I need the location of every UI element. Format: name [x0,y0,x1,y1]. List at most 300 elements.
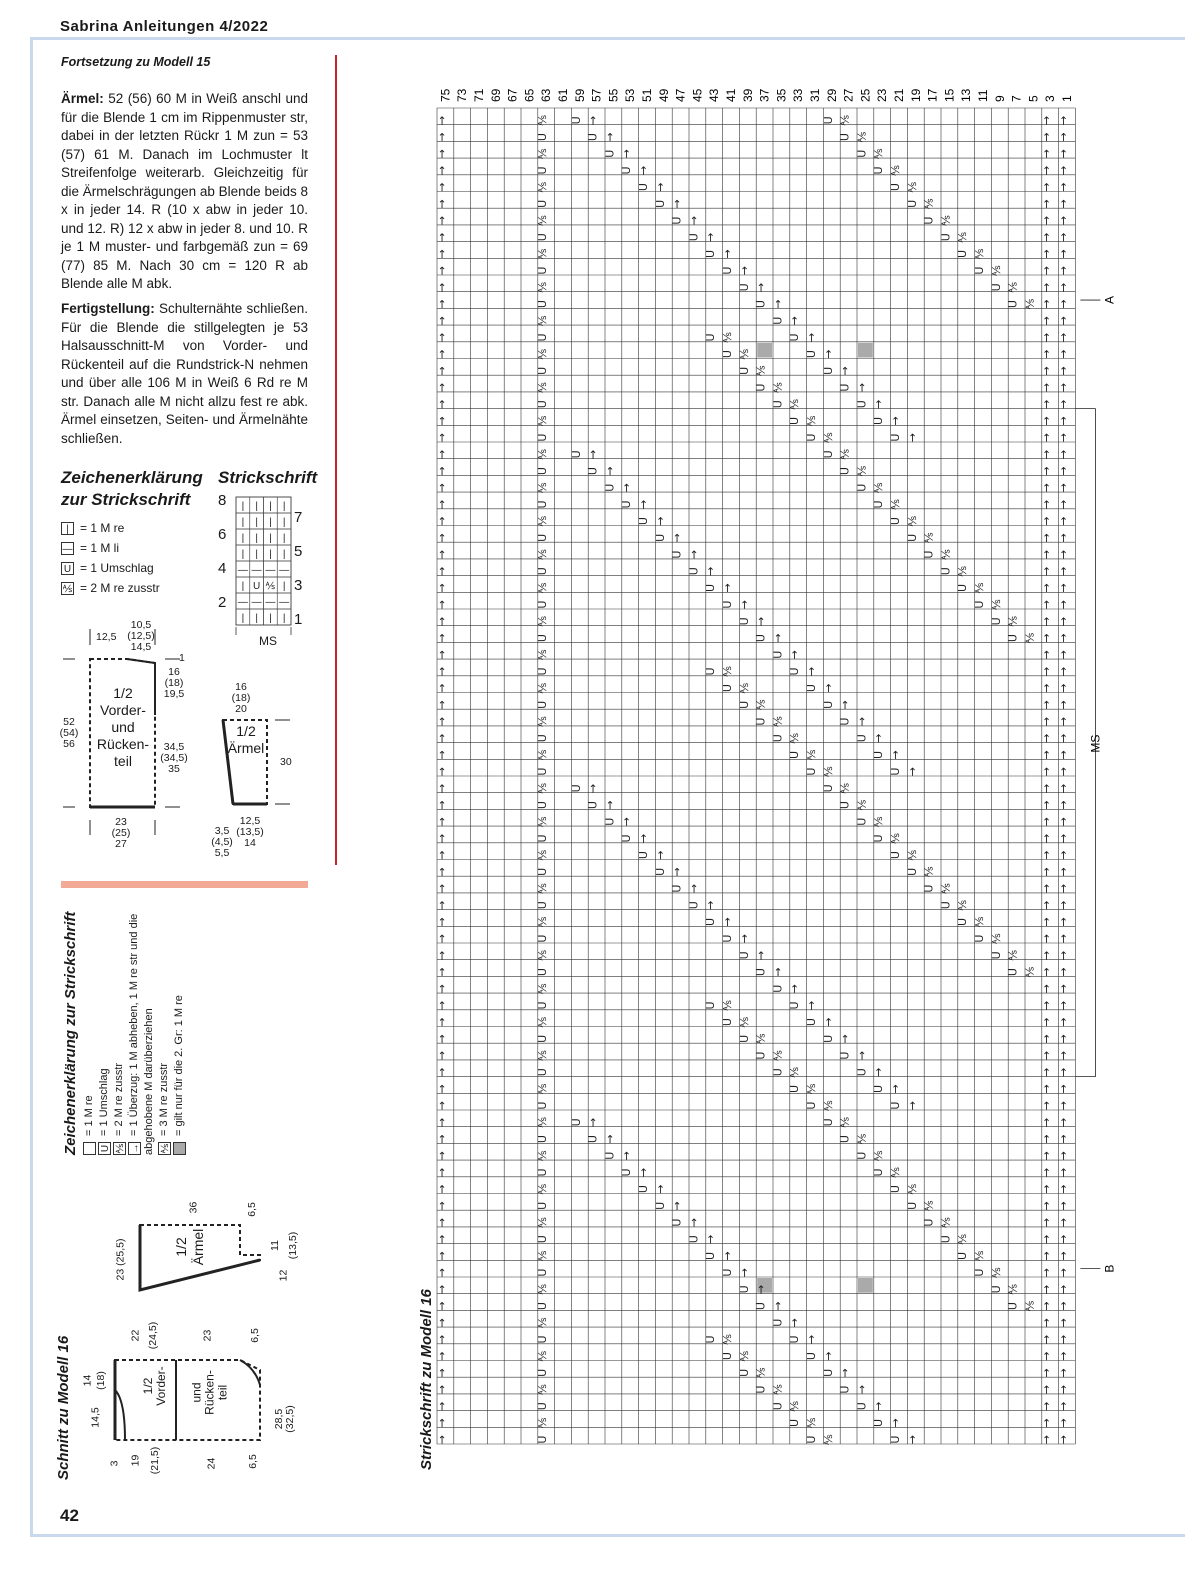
chart-cell-symbol: → [637,1167,650,1178]
chart-cell-symbol: U [754,968,768,977]
chart-cell-symbol: U [855,483,869,492]
strickschrift15-grid [235,496,297,636]
label-line: Rücken- [96,736,150,752]
chart-cell-symbol: U [737,951,751,960]
dim-label: (21,5) [149,1446,162,1475]
chart-cell-symbol: → [1040,199,1054,209]
chart-cell-symbol: → [771,1301,785,1311]
chart-cell-symbol: → [1057,1050,1070,1061]
chart-cell-symbol: ⅍ [265,581,276,592]
chart-cell-symbol: U [956,917,970,926]
chart-cell-symbol: → [788,984,802,994]
chart-cell-symbol: U [922,550,936,559]
legend16-item-label: = 1 M re [83,1095,95,1136]
chart-cell-symbol: → [435,132,449,142]
legend16-item [97,915,112,1155]
chart-cell-symbol: ⅍ [973,916,986,928]
chart-cell-symbol: → [1040,934,1054,944]
column-number: 41 [724,88,738,102]
chart-cell-symbol: ⅍ [737,1350,751,1362]
chart-cell-symbol: → [1040,666,1054,677]
chart-cell-symbol: U [855,1068,869,1077]
chart-cell-symbol: → [435,1351,449,1361]
chart-cell-symbol: → [1057,833,1070,844]
chart-cell-symbol: → [855,382,869,393]
chart-cell-symbol: → [737,1268,751,1278]
row-number: 1 [294,611,303,628]
chart-cell-symbol: U [838,383,852,392]
chart-cell-symbol: → [620,149,634,159]
chart-cell-symbol: → [1057,600,1070,610]
column-number: 45 [690,88,705,102]
k2tog-icon: ⅍ [62,584,73,596]
column-number: 15 [942,88,957,102]
chart-cell-symbol: U [620,834,634,843]
label-line: und [111,719,135,735]
chart-cell-symbol: → [889,750,902,760]
chart-cell-symbol: → [435,282,449,292]
chart-cell-symbol: ⅍ [905,181,919,193]
chart-cell-symbol: → [754,1284,768,1294]
chart-cell-symbol: | [241,533,245,544]
chart-cell-symbol: U [637,517,650,526]
legend16-item-label: = 2 M re zusstr [113,1062,125,1136]
chart-cell-symbol: U [973,1268,986,1277]
chart-cell-symbol: → [435,1435,449,1445]
chart-cell-symbol: → [704,232,718,242]
label-line: teil [215,1384,230,1401]
dim-label: 30 [280,756,292,768]
skpo-icon: → [129,1143,141,1154]
chart-cell-symbol: → [687,883,701,894]
chart-cell-symbol: U [771,1318,785,1327]
chart-cell-symbol: → [1057,1351,1070,1361]
chart-cell-symbol: U [670,550,684,559]
chart-cell-symbol: → [1040,416,1054,426]
chart-cell-symbol: — [265,565,276,576]
dim-label: 28,5 (32,5) [273,1405,296,1433]
chart-cell-symbol: ⅍ [939,883,953,894]
chart-cell-symbol: → [435,967,449,977]
chart-cell-symbol: → [855,1050,869,1061]
label-line: Ärmel [190,1228,206,1266]
chart-cell-symbol: → [1040,1184,1054,1194]
chart-cell-symbol: ⅍ [905,1183,919,1195]
purl-icon: — [62,544,73,556]
chart-cell-symbol: U [788,750,802,759]
chart-cell-symbol: ⅍ [872,816,886,827]
chart-cell-symbol: — [279,597,290,608]
chart-cell-symbol: U [536,467,550,476]
dim-label: 19 [129,1454,142,1467]
page-frame-left [30,37,33,1537]
chart-cell-symbol: ⅍ [721,332,734,343]
legend16-item [112,915,127,1155]
chart-cell-symbol: U [536,1068,550,1077]
chart-cell-symbol: → [435,1034,449,1044]
chart-cell-symbol: ⅍ [989,933,1003,944]
chart-cell-symbol: → [1040,132,1054,142]
chart-cell-symbol: → [435,733,449,743]
chart-cell-symbol: U [805,1435,818,1444]
chart-cell-symbol: → [1057,1101,1070,1111]
chart-cell-symbol: U [586,801,600,810]
column-number: 47 [673,88,688,102]
chart-cell-symbol: U [536,133,550,142]
chart-cell-symbol: → [435,299,449,309]
chart-cell-symbol: ⅍ [939,215,953,226]
chart-cell-symbol: ⅍ [956,232,970,243]
chart-cell-symbol: U [670,216,684,225]
label-line: 1/2 [141,1377,155,1395]
chart-cell-symbol: → [1057,1401,1070,1411]
chart-cell-symbol: U [754,1385,768,1394]
chart-cell-symbol: → [435,416,449,426]
chart-cell-symbol: ⅍ [754,1033,768,1045]
chart-cell-symbol: U [939,567,953,576]
chart-cell-symbol: U [872,1418,886,1427]
chart-cell-symbol: → [721,583,734,593]
chart-cell-symbol: U [821,366,835,375]
chart-cell-symbol: → [435,817,449,827]
dim-label: 12,5 [96,631,117,643]
chart-cell-symbol: U [704,333,718,342]
row-number: 4 [218,560,227,577]
chart-cell-symbol: → [805,1000,818,1011]
chart-cell-symbol: → [435,466,449,476]
chart-marker-a: A [1102,296,1117,305]
aermel-text: 52 (56) 60 M in Weiß anschl und für die Blende 1 cm im Rippenmuster str, dabei in der letzten Rückr 1 M zun = 53 (57) 61 M. Danach im Lochmuster lt Streifenfolge weiterarb. Gleichzeitig für die Ärmelschrägungen ab Blende beids 8 x in jeder 14. R (10 x abw in jeder 10. und 12. R) 12 x abw in jeder 8. und 10. R je 1 M muster- und farbgemäß zun = 69 (77) 85 M. Nach 30 cm = 120 R ab Blende alle M abk. [61,91,308,291]
chart-cell-symbol: U [905,1201,919,1210]
dim-label: 22 [129,1329,142,1342]
chart-cell-symbol: ⅍ [889,1167,902,1178]
chart-cell-symbol: → [435,683,449,693]
chart-cell-symbol: U [889,433,902,442]
chart-cell-symbol: U [603,1151,617,1160]
chart-cell-symbol: ⅍ [855,465,869,477]
chart-cell-symbol: ⅍ [536,716,550,727]
chart-cell-symbol: → [1040,1351,1054,1361]
schnitt15-front [55,615,205,855]
page-frame-bottom [30,1534,1185,1537]
chart-cell-symbol: U [721,266,734,275]
chart-cell-symbol: U [536,600,550,609]
chart-cell-symbol: → [1040,1167,1054,1178]
chart-cell-symbol: U [704,1251,718,1260]
chart-cell-symbol: ⅍ [536,983,550,994]
chart-cell-symbol: → [1057,917,1070,927]
chart-cell-symbol: U [536,233,550,242]
chart-cell-symbol: ⅍ [939,549,953,560]
sleeve16-label [173,1217,207,1277]
chart-cell-symbol: → [1040,600,1054,610]
chart-cell-symbol: → [435,883,449,894]
chart16-title: Strickschrift zu Modell 16 [418,1289,435,1470]
chart-cell-symbol: → [1057,967,1070,977]
chart-cell-symbol: ⅍ [536,1183,550,1195]
chart-cell-symbol: → [838,1368,852,1378]
chart-cell-symbol: ⅍ [1023,632,1037,644]
chart-cell-symbol: U [586,1135,600,1144]
knitting-chart-16 [405,60,1125,1485]
chart-cell-symbol: → [435,1234,449,1244]
chart-cell-symbol: → [435,600,449,610]
chart-cell-symbol: ⅍ [536,783,550,794]
chart-cell-symbol: → [737,266,751,276]
column-number: 13 [959,88,974,102]
chart-cell-symbol: → [435,984,449,994]
chart-cell-symbol: U [956,583,970,592]
chart-cell-symbol: U [989,951,1003,960]
chart-cell-symbol: → [435,1184,449,1194]
chart-cell-symbol: → [1040,633,1054,643]
chart-cell-symbol: U [905,199,919,208]
column-number: 3 [1043,95,1058,102]
chart-cell-symbol: U [536,901,550,910]
column-number: 37 [757,88,772,102]
chart-cell-symbol: → [1040,316,1054,326]
chart-cell-symbol: → [771,967,785,977]
dim-line: 14,5 [130,641,152,653]
chart-cell-symbol: ⅍ [905,849,919,861]
chart-cell-symbol: → [1057,1268,1070,1278]
chart-cell-symbol: → [1040,1384,1054,1395]
yarn-over-icon: U [61,562,74,575]
chart-cell-symbol: → [889,1084,902,1094]
chart-cell-symbol: U [889,767,902,776]
chart-cell-symbol: → [620,817,634,827]
chart-cell-symbol: → [1040,1034,1054,1044]
chart-cell-symbol: → [1057,1017,1070,1027]
chart-cell-symbol: U [805,433,818,442]
chart-cell-symbol: → [435,833,449,844]
chart-cell-symbol: → [670,1201,684,1211]
dim-line: 5,5 [214,847,230,859]
front16-label-left [142,1346,168,1426]
chart-cell-symbol: U [821,784,835,793]
chart-cell-symbol: → [586,449,600,459]
chart-cell-symbol: → [1040,215,1054,226]
dim-label [227,682,255,715]
dim-line: 16 [235,681,247,693]
legend16-item-label: = 3 M re zusstr [158,1062,170,1136]
page-number: 42 [60,1506,79,1525]
legend15-item-label: = 1 M re [80,521,125,535]
chart-cell-symbol: → [872,1067,886,1077]
label-line: Vorder- [100,702,146,718]
column-divider [335,55,337,865]
chart-cell-symbol: U [536,968,550,977]
chart-cell-symbol: ⅍ [973,582,986,594]
column-number: 11 [976,89,990,102]
chart-cell-symbol: U [536,500,550,509]
chart-cell-symbol: → [1040,867,1054,877]
chart-cell-symbol: → [1057,516,1070,526]
column-number: 43 [707,88,722,102]
chart-cell-symbol: ⅍ [536,616,550,627]
chart-cell-symbol: → [1040,249,1054,259]
chart-cell-symbol: → [872,1401,886,1411]
chart-cell-symbol: → [435,1134,449,1144]
chart-cell-symbol: U [536,1201,550,1210]
row-number: 3 [294,577,303,594]
chart-cell-symbol: U [821,450,835,459]
chart-cell-symbol: → [435,1101,449,1111]
dim-label: (24,5) [147,1321,160,1350]
chart-cell-symbol: ⅍ [721,1334,734,1345]
chart-cell-symbol: → [1057,416,1070,426]
chart-cell-symbol: → [1057,1034,1070,1044]
chart-cell-symbol: → [1057,382,1070,393]
chart-cell-symbol: U [855,1151,869,1160]
chart-cell-symbol: → [1040,817,1054,827]
legend15-title-line2: zur Strickschrift [61,490,191,509]
chart-cell-symbol: → [889,416,902,426]
chart-cell-symbol: ⅍ [905,515,919,527]
chart-cell-symbol: → [1040,399,1054,409]
chart-cell-symbol: → [435,149,449,159]
chart-cell-symbol: ⅍ [989,1267,1003,1278]
chart-cell-symbol: → [1057,984,1070,994]
chart-cell-symbol: ⅍ [536,883,550,894]
chart-cell-symbol: ⅍ [536,1050,550,1061]
chart-cell-symbol: ⅍ [536,649,550,660]
column-number: 21 [892,88,906,102]
chart-cell-symbol: ⅍ [821,766,835,777]
chart-cell-symbol: U [721,684,734,693]
chart-cell-symbol: | [269,613,272,624]
chart-cell-symbol: U [838,1051,852,1060]
chart-cell-symbol: ⅍ [805,1083,818,1095]
chart-cell-symbol: | [269,549,272,560]
chart-cell-symbol: → [1057,115,1070,125]
chart-cell-symbol: → [435,1201,449,1211]
column-number: 29 [824,88,839,102]
chart-cell-symbol: ⅍ [838,449,852,460]
row-number: 7 [294,509,303,526]
dim-line: 27 [115,838,127,850]
chart-cell-symbol: ⅍ [989,265,1003,276]
chart-cell-symbol: → [905,433,919,443]
dim-label [211,826,233,859]
chart-cell-symbol: ⅍ [771,382,785,393]
chart-cell-symbol: ⅍ [989,599,1003,610]
chart-cell-symbol: → [435,950,449,960]
chart-cell-symbol: U [889,1185,902,1194]
chart-cell-symbol: | [282,533,286,544]
chart-cell-symbol: — [251,597,262,608]
chart-cell-symbol: ⅍ [939,1217,953,1228]
chart-cell-symbol: ⅍ [737,1016,751,1028]
chart-cell-symbol: → [872,399,886,409]
dim-line: (4,5) [211,836,233,848]
chart-cell-symbol: | [241,501,245,512]
gray-cell [858,1278,873,1293]
legend15-title [61,467,201,511]
schnitt16-title: Schnitt zu Modell 16 [55,1335,72,1480]
chart-cell-symbol: ⅍ [1006,282,1020,293]
chart-cell-symbol: → [1057,299,1070,309]
chart-cell-symbol: → [1040,1334,1054,1345]
chart-cell-symbol: ⅍ [754,1367,768,1379]
chart-cell-symbol: U [536,1368,550,1377]
chart-cell-symbol: → [1057,282,1070,292]
chart-cell-symbol: U [620,166,634,175]
chart-cell-symbol: → [435,1384,449,1395]
chart-cell-symbol: | [269,517,272,528]
chart-cell-symbol: U [637,851,650,860]
legend16-item [172,915,187,1155]
chart-cell-symbol: U [536,1335,550,1344]
chart-cell-symbol: U [754,300,768,309]
chart-cell-symbol: U [704,667,718,676]
chart-cell-symbol: → [603,466,617,476]
chart-cell-symbol: ⅍ [536,950,550,961]
chart-cell-symbol: U [721,600,734,609]
chart-cell-symbol: U [754,634,768,643]
chart-cell-symbol: — [279,565,290,576]
chart-cell-symbol: U [805,1101,818,1110]
chart-cell-symbol: U [889,1435,902,1444]
column-number: 35 [774,88,789,102]
chart-cell-symbol: U [838,1135,852,1144]
chart-cell-symbol: → [737,934,751,944]
dim-label: 3 [108,1460,121,1467]
chart-cell-symbol: → [435,1217,449,1228]
chart-cell-symbol: → [1040,165,1054,176]
chart-cell-symbol: U [536,1168,550,1177]
chart-cell-symbol: U [872,1168,886,1177]
chart-cell-symbol: U [872,416,886,425]
chart-cell-symbol: → [435,449,449,459]
chart-cell-symbol: → [788,316,802,326]
chart-cell-symbol: ⅍ [922,866,936,878]
chart-cell-symbol: U [973,934,986,943]
chart-cell-symbol: U [788,667,802,676]
chart-cell-symbol: → [435,1368,449,1378]
chart-cell-symbol: → [1040,483,1054,493]
chart-cell-symbol: → [435,750,449,760]
column-number: 51 [640,88,654,102]
chart-cell-symbol: → [1040,900,1054,910]
chart-cell-symbol: → [1057,1418,1070,1428]
chart-cell-symbol: U [872,500,886,509]
chart-cell-symbol: → [435,232,449,242]
chart-cell-symbol: → [1040,767,1054,777]
chart-cell-symbol: U [788,1001,802,1010]
legend16-rotated [60,911,187,1155]
chart-cell-symbol: → [704,1234,718,1244]
chart-cell-symbol: U [771,984,785,993]
chart-cell-symbol: → [771,299,785,309]
chart-cell-symbol: ⅍ [805,1417,818,1429]
chart-cell-symbol: → [1057,1301,1070,1311]
chart-cell-symbol: U [536,433,550,442]
chart-cell-symbol: → [1057,700,1070,710]
chart-cell-symbol: → [620,483,634,493]
chart-cell-symbol: → [435,900,449,910]
chart-cell-symbol: → [1040,950,1054,960]
chart-cell-symbol: → [1057,783,1070,793]
chart-cell-symbol: → [1057,566,1070,576]
chart-cell-symbol: ⅍ [754,699,768,711]
chart-cell-symbol: → [1040,382,1054,393]
chart-cell-symbol: U [754,717,768,726]
dim-label [235,816,265,849]
chart-cell-symbol: U [737,366,751,375]
chart-cell-symbol: — [251,565,262,576]
chart-cell-symbol: U [536,199,550,208]
